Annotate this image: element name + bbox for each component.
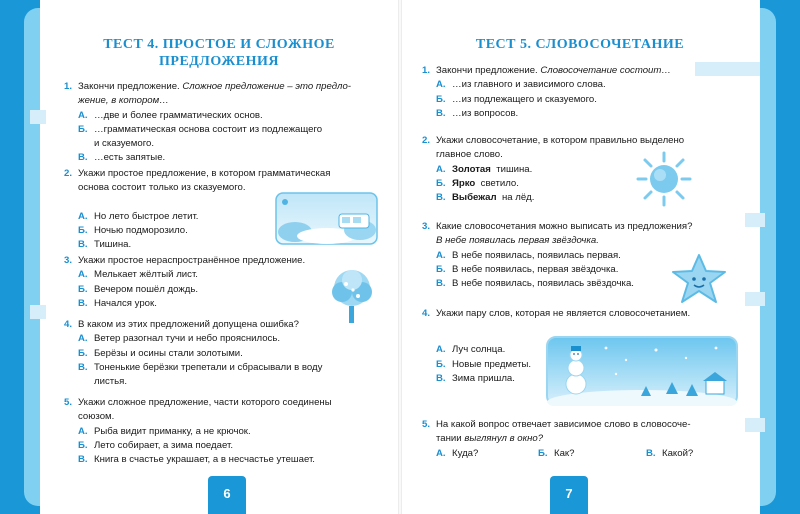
answer-option[interactable]: А. Луч солнца. (436, 344, 506, 356)
question-text: Закончи предложение. Сложное предложение – это предло- (78, 81, 351, 92)
question-1 (422, 64, 732, 121)
question-text: Укажи сложное предложение, части которого соединены (78, 397, 332, 408)
page-title (94, 36, 344, 70)
answer-option[interactable]: В. Выбежал на лёд. (436, 192, 535, 204)
answer-option[interactable]: А. Мелькает жёлтый лист. (78, 269, 198, 281)
answer-option[interactable]: А. Куда? (436, 447, 479, 459)
answer-option[interactable]: Б. Как? (538, 447, 575, 459)
question-5 (64, 396, 382, 467)
answer-option[interactable]: В. …из вопросов. (436, 107, 519, 119)
question-text: Закончи предложение. Словосочетание состоит… (436, 65, 671, 76)
answer-option[interactable]: Б. Берёзы и осины стали золотыми. (78, 347, 243, 359)
right-side-bar (760, 0, 800, 514)
star-icon (668, 252, 730, 306)
question-number: 4. (64, 319, 73, 330)
question-text: Укажи простое предложение, в котором грамматическая (78, 168, 331, 179)
question-text: главное слово. (436, 149, 503, 161)
answer-option[interactable]: А. …две и более грамматических основ. (78, 109, 263, 121)
question-text: В небе появилась первая звёздочка. (436, 235, 599, 247)
question-number: 3. (64, 255, 73, 266)
answer-option[interactable]: В. Книга в счастье украшает, а в несчастье утешает. (78, 454, 315, 466)
question-number: 1. (64, 81, 73, 92)
answer-option[interactable]: В. Тоненькие берёзки трепетали и сбрасывали в воду (78, 361, 323, 373)
question-text: жение, в котором… (78, 95, 169, 107)
answer-option[interactable]: Б. Ночью подморозило. (78, 224, 188, 236)
question-1 (64, 80, 376, 166)
answer-option[interactable]: А. Рыба видит приманку, а не крючок. (78, 425, 251, 437)
question-number: 5. (422, 419, 431, 430)
answer-option[interactable]: Б. Лето собирает, а зима поедает. (78, 439, 233, 451)
answer-option[interactable]: Б. Новые предметы. (436, 358, 532, 370)
answer-option[interactable]: А. Но лето быстрое летит. (78, 210, 199, 222)
question-4 (64, 318, 382, 389)
page-number: 6 (208, 476, 246, 514)
page-title: ТЕСТ 5. СЛОВОСОЧЕТАНИЕ (475, 37, 685, 52)
question-text: Укажи пару слов, которая не является словосочетанием. (436, 308, 691, 319)
book-spine (398, 0, 402, 514)
page-number: 7 (550, 476, 588, 514)
left-page (44, 0, 394, 514)
answer-option[interactable]: А. Золотая тишина. (436, 163, 533, 175)
question-text: союзом. (78, 411, 115, 423)
question-text: основа состоит только из сказуемого. (78, 182, 246, 194)
question-number: 5. (64, 397, 73, 408)
sun-icon (632, 150, 696, 208)
answer-option[interactable]: В. Начался урок. (78, 297, 157, 309)
answer-option[interactable]: В. Тишина. (78, 239, 132, 251)
answer-option[interactable]: Б. …грамматическая основа состоит из подлежащего (78, 123, 323, 135)
answer-option[interactable]: В. Какой? (646, 447, 694, 459)
question-text: В каком из этих предложений допущена ошибка? (78, 319, 299, 330)
answer-option-continuation: листья. (94, 376, 128, 388)
title-line: ТЕСТ 4. ПРОСТОЕ И СЛОЖНОЕ (103, 37, 335, 52)
question-5 (422, 418, 746, 462)
left-side-stripe (24, 8, 40, 506)
answer-option[interactable]: В. …есть запятые. (78, 152, 166, 164)
answer-option[interactable]: Б. Вечером пошёл дождь. (78, 283, 199, 295)
frosted-tree-illustration (326, 266, 378, 324)
answer-option[interactable]: А. Ветер разогнал тучи и небо прояснилось. (78, 333, 281, 345)
answer-option[interactable]: В. В небе появилась, появилась звёздочка. (436, 278, 634, 290)
question-number: 2. (64, 168, 73, 179)
question-text: тании выглянул в окно? (436, 433, 544, 445)
answer-option[interactable]: Б. Ярко светило. (436, 177, 519, 189)
answer-option[interactable]: А. В небе появилась, появилась первая. (436, 249, 621, 261)
question-2 (422, 134, 746, 205)
question-number: 1. (422, 65, 431, 76)
question-text: Укажи словосочетание, в котором правильно выделено (436, 135, 685, 146)
snowy-bus-stop-illustration (275, 192, 378, 245)
answer-option-continuation: и сказуемого. (94, 138, 154, 150)
title-line: ПРЕДЛОЖЕНИЯ (159, 54, 279, 69)
left-side-bar (0, 0, 40, 514)
answer-row (422, 447, 746, 462)
right-page (410, 0, 756, 514)
answer-option[interactable]: Б. …из подлежащего и сказуемого. (436, 93, 597, 105)
answer-option[interactable]: А. …из главного и зависимого слова. (436, 79, 606, 91)
question-text: Укажи простое нераспространённое предложение. (78, 255, 306, 266)
question-number: 2. (422, 135, 431, 146)
question-text: Какие словосочетания можно выписать из предложения? (436, 221, 693, 232)
question-number: 3. (422, 221, 431, 232)
question-text: На какой вопрос отвечает зависимое слово в словосоче- (436, 419, 691, 430)
answer-option[interactable]: В. Зима пришла. (436, 372, 515, 384)
question-number: 4. (422, 308, 431, 319)
answer-option[interactable]: Б. В небе появилась, первая звёздочка. (436, 263, 619, 275)
snowman-scene-illustration (546, 336, 738, 406)
